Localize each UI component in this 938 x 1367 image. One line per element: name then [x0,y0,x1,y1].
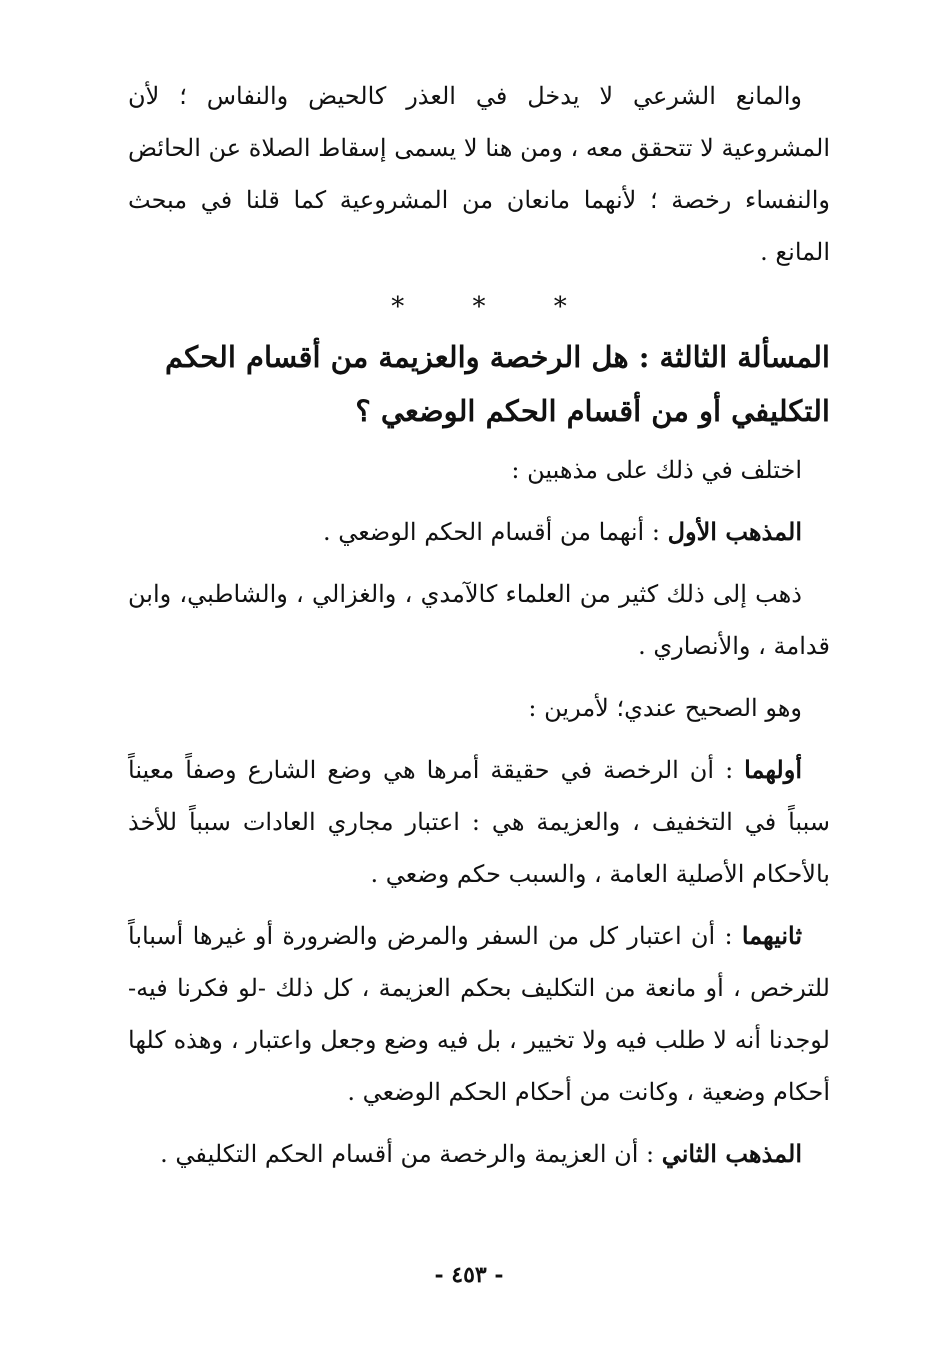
paragraph-second-reason [128,910,830,1118]
section-heading: المسألة الثالثة : هل الرخصة والعزيمة من أقسام الحكم التكليفي أو من أقسام الحكم الوضعي ؟ [164,340,830,428]
second-reason-text: : أن اعتبار كل من السفر والمرض والضرورة أو غيرها أسباباً للترخص ، أو مانعة من التكليف بحكم العزيمة ، كل ذلك -لو فكرنا فيه- لوجدنا أنه لا طلب فيه ولا تخيير ، بل فيه وضع وجعل واعتبار ، وهذه كلها أحكام وضعية ، وكانت من أحكام الحكم الوضعي . [128,922,830,1106]
asterisk-icon: * [391,292,405,322]
asterisk-icon: * [472,292,486,322]
section-separator [128,292,830,322]
paragraph-first-reason [128,744,830,900]
paragraph-second-madhhab [128,1128,830,1180]
page-body [128,70,830,1180]
paragraph-first-madhhab [128,506,830,558]
first-madhhab-text: : أنهما من أقسام الحكم الوضعي . [322,518,668,546]
paragraph-intro: اختلف في ذلك على مذهبين : [511,456,802,484]
first-reason-text: : أن الرخصة في حقيقة أمرها هي وضع الشارع وصفاً معيناً سبباً في التخفيف ، والعزيمة هي : اعتبار مجاري العادات سبباً للأخذ بالأحكام الأصلية العامة ، والسبب حكم وضعي . [128,756,830,888]
second-reason-label: ثانيهما [741,921,802,950]
page-number: - ٤٥٣ - [434,1262,504,1288]
paragraph-legal-impediment: والمانع الشرعي لا يدخل في العذر كالحيض والنفاس ؛ لأن المشروعية لا تتحقق معه ، ومن هنا لا يسمى إسقاط الصلاة عن الحائض والنفساء رخصة ؛ لأنهما مانعان من المشروعية كما قلنا في مبحث المانع . [128,82,830,266]
second-madhhab-text: : أن العزيمة والرخصة من أقسام الحكم التكليفي . [160,1140,662,1168]
paragraph-correct-view: وهو الصحيح عندي؛ لأمرين : [528,694,802,722]
first-madhhab-label: المذهب الأول [667,517,802,546]
asterisk-icon: * [553,292,567,322]
paragraph-scholars: ذهب إلى ذلك كثير من العلماء كالآمدي ، والغزالي ، والشاطبي، وابن قدامة ، والأنصاري . [128,580,830,660]
second-madhhab-label: المذهب الثاني [661,1139,802,1168]
first-reason-label: أولهما [744,755,802,784]
